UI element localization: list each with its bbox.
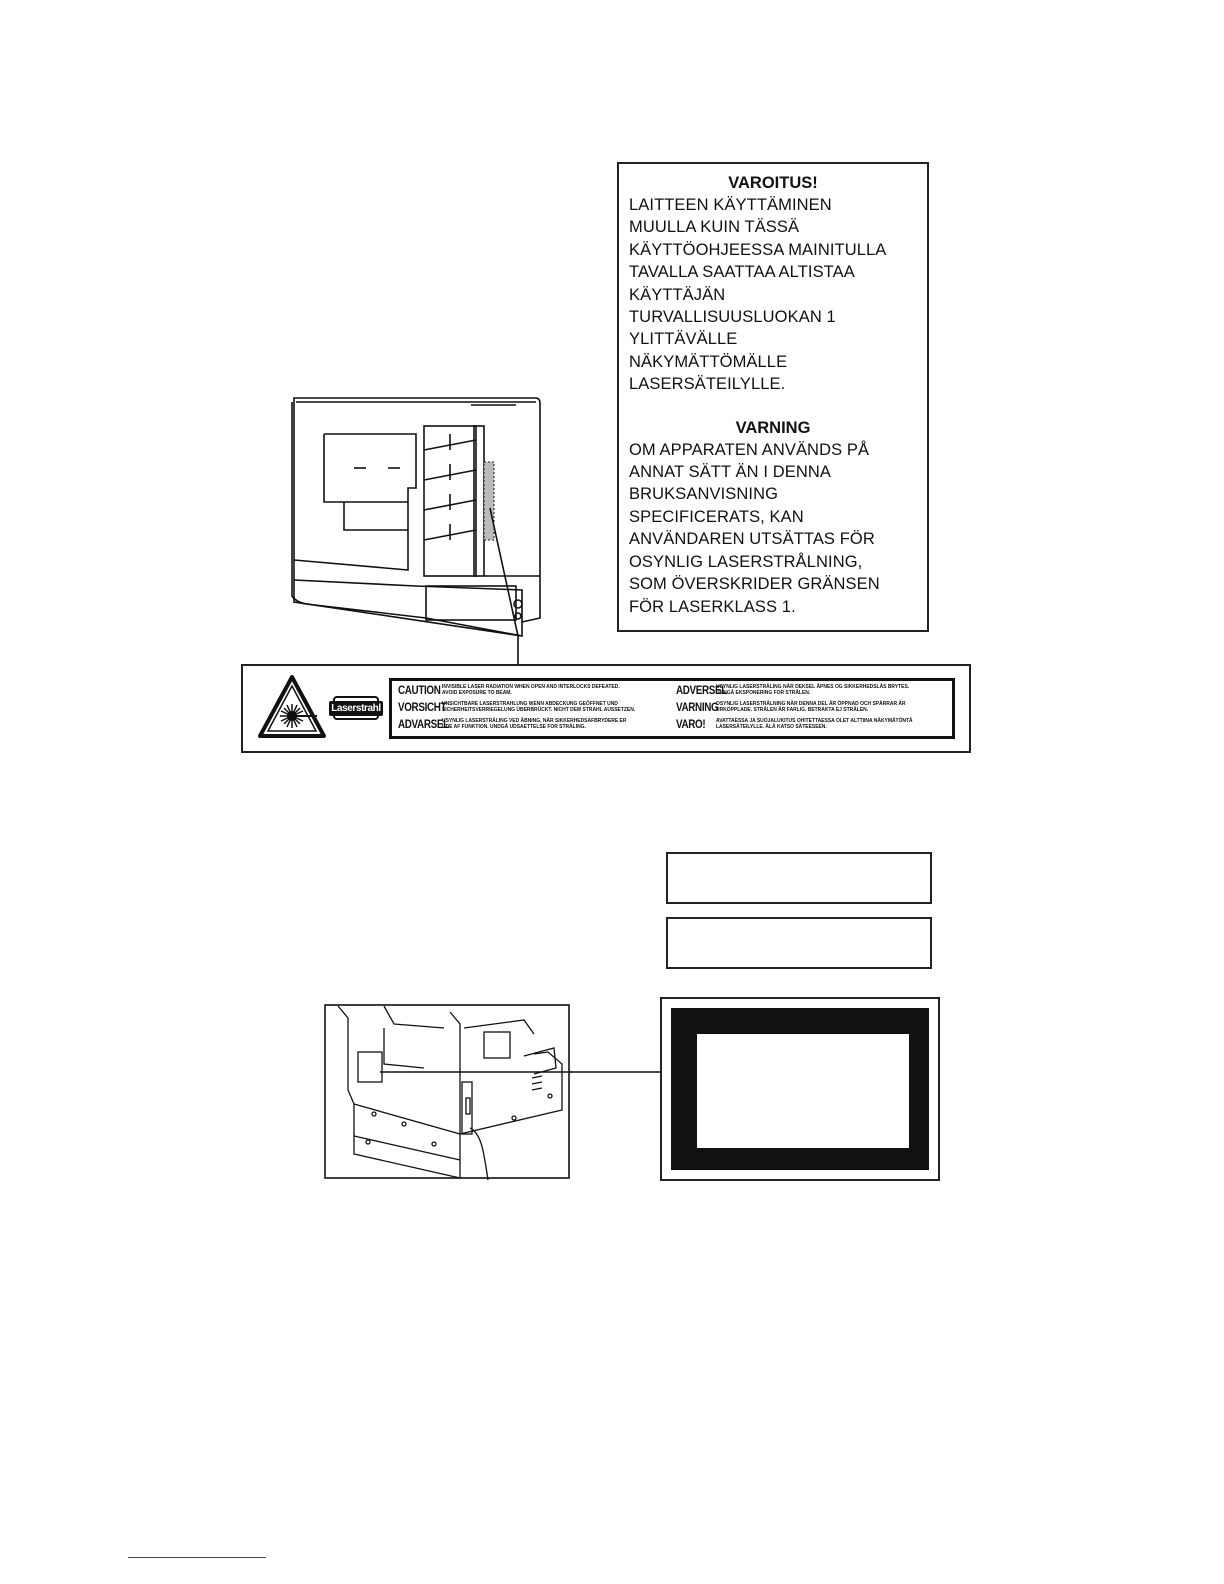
finnish-warning-line: LASERSÄTEILYLLE. [629, 375, 786, 394]
caution-text-block [442, 684, 635, 696]
caution-text: LASERSÄTEILYLLE. ÄLÄ KATSO SÄTEESEEN. [716, 724, 827, 730]
caution-entry [398, 683, 635, 697]
caution-entry [676, 700, 922, 714]
caution-key: ADVARSEL [398, 717, 449, 731]
caution-text: OSYNLIG LASERSTRÅLNING NÄR DENNA DEL ÄR ÖPPNAD OCH SPÄRRAR ÄR [716, 701, 906, 707]
caution-key: VARO! [676, 717, 706, 731]
swedish-warning-line: BRUKSANVISNING [629, 485, 779, 504]
laserstrahl-badge-text: Laserstrahl [331, 702, 381, 714]
finnish-warning-line: YLITTÄVÄLLE [629, 330, 738, 349]
caution-text-block [716, 701, 922, 713]
caution-text: INVISIBLE LASER RADIATION WHEN OPEN AND INTERLOCKS DEFEATED. [442, 684, 620, 690]
caution-key: VORSICHT [398, 700, 447, 714]
laser-caution-label [241, 664, 971, 753]
caution-entry [398, 700, 652, 714]
caution-entry [676, 717, 930, 731]
caution-key: VARNING [676, 700, 719, 714]
swedish-warning-line: SPECIFICERATS, KAN [629, 507, 804, 526]
caution-text-block [442, 701, 652, 713]
caution-text: UNSICHTBARE LASERSTRAHLUNG WENN ABDECKUNG GEÖFFNET UND [442, 701, 618, 707]
laserstrahl-badge [333, 696, 379, 720]
caution-text: AVOID EXPOSURE TO BEAM. [442, 690, 512, 696]
rating-label-frame [671, 1008, 929, 1170]
caution-entry [398, 717, 642, 731]
finnish-warning-line: TURVALLISUUSLUOKAN 1 [629, 308, 836, 327]
finnish-warning-heading: VAROITUS! [728, 174, 818, 192]
empty-label-box-2 [666, 917, 932, 969]
finnish-warning-line: NÄKYMÄTTÖMÄLLE [629, 352, 788, 371]
copier-top-view-illustration [286, 390, 546, 690]
leader-line [570, 1071, 662, 1075]
swedish-warning-heading: VARNING [735, 418, 811, 437]
caution-text: USYNLIG LASERSTRÅLING NÅR DEKSEL ÅPNES OG SIKKERHEDSLÅS BRYTES. [716, 684, 910, 690]
finnish-warning-line: KÄYTTÖOHJEESSA MAINITULLA [629, 240, 887, 259]
caution-text-block [716, 718, 930, 730]
rating-label-blank-area [697, 1034, 909, 1148]
copier-rear-view-illustration [324, 1004, 572, 1180]
finnish-warning-line: LAITTEEN KÄYTTÄMINEN [629, 196, 832, 214]
swedish-warning-line: OM APPARATEN ANVÄNDS PÅ [629, 440, 870, 459]
caution-key: CAUTION [398, 683, 441, 697]
caution-text: AVATTAESSA JA SUOJALUKITUS OHITETTAESSA OLET ALTTIINA NÄKYMÄTÖNTÄ [716, 718, 913, 724]
caution-text-block [442, 718, 642, 730]
swedish-warning-line: OSYNLIG LASERSTRÅLNING, [629, 552, 863, 571]
laser-warning-box [617, 162, 929, 632]
empty-label-box-1 [666, 852, 932, 904]
laser-hazard-icon [257, 674, 327, 740]
swedish-warning-line: FÖR LASERKLASS 1. [629, 597, 796, 616]
finnish-warning-line: TAVALLA SAATTAA ALTISTAA [629, 263, 855, 282]
swedish-warning-line: ANVÄNDAREN UTSÄTTAS FÖR [629, 530, 875, 549]
caution-text-frame [389, 678, 955, 739]
caution-key: ADVERSEL [676, 683, 727, 697]
caution-text: USYNLIG LASERSTRÅLING VED ÅBNING, NÅR SIKKERHEDSAFBRYDERE ER [442, 718, 627, 724]
caution-entry [676, 683, 926, 697]
rating-label [660, 997, 940, 1181]
swedish-warning-line: ANNAT SÄTT ÄN I DENNA [629, 463, 831, 482]
finnish-warning-line: KÄYTTÄJÄN [629, 285, 726, 304]
caution-text-block [716, 684, 926, 696]
caution-text: URKOPPLADE. STRÅLEN ÄR FARLIG. BETRAKTA EJ STRÅLEN. [716, 707, 869, 713]
swedish-warning-line: SOM ÖVERSKRIDER GRÄNSEN [629, 575, 880, 594]
caution-text: SICHERHEITSVERRIEGELUNG ÜBERBRÜCKT. NICHT DEM STRAHL AUSSETZEN. [442, 707, 636, 713]
caution-text: UDE AF FUNKTION. UNDGÅ UDSAETTELSE FOR STRÅLING. [442, 724, 586, 730]
caution-text: UNNGÅ EKSPONERING FOR STRÅLEN. [716, 690, 811, 696]
finnish-warning-line: MUULLA KUIN TÄSSÄ [629, 218, 800, 237]
footer-rule [128, 1557, 266, 1558]
